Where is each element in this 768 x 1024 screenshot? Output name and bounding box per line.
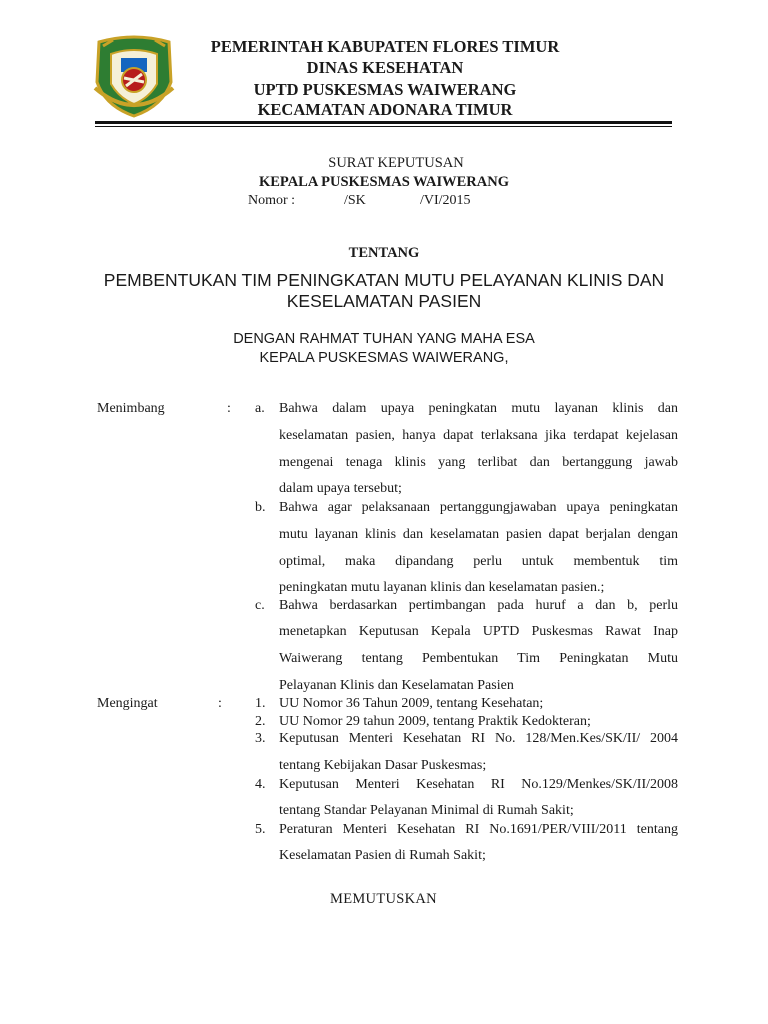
decree-title: SURAT KEPUTUSAN — [328, 155, 464, 171]
nomor-sk: /SK — [344, 193, 366, 208]
regency-coat-of-arms-icon — [91, 32, 177, 118]
menimbang-marker-a: a. — [255, 401, 265, 416]
mengingat-marker-1: 1. — [255, 696, 266, 711]
letterhead-district: KECAMATAN ADONARA TIMUR — [257, 100, 513, 119]
menimbang-b-line: optimal, maka dipandang perlu untuk membentuk tim — [279, 554, 678, 569]
mengingat-marker-2: 2. — [255, 714, 266, 729]
nomor-date: /VI/2015 — [420, 193, 471, 208]
letterhead-rule-thin — [95, 126, 672, 127]
mengingat-5-line: Keselamatan Pasien di Rumah Sakit; — [279, 848, 486, 863]
decree-subject-line-1: PEMBENTUKAN TIM PENINGKATAN MUTU PELAYANAN KLINIS DAN — [103, 270, 665, 290]
nomor-label: Nomor : — [248, 193, 296, 208]
mengingat-2-line: UU Nomor 29 tahun 2009, tentang Praktik Kedokteran; — [279, 714, 591, 729]
menimbang-marker-b: b. — [255, 500, 266, 515]
mengingat-5-line: Peraturan Menteri Kesehatan RI No.1691/PER/VIII/2011 tentang — [279, 822, 678, 837]
mengingat-marker-3: 3. — [255, 731, 266, 746]
memutuskan-heading: MEMUTUSKAN — [330, 891, 437, 907]
menimbang-a-line: dalam upaya tersebut; — [279, 481, 402, 496]
mengingat-label: Mengingat — [97, 696, 158, 711]
menimbang-c-line: Bahwa berdasarkan pertimbangan pada huruf a dan b, perlu — [279, 598, 678, 613]
menimbang-label: Menimbang — [97, 401, 165, 416]
menimbang-a-line: Bahwa dalam upaya peningkatan mutu layanan klinis dan — [279, 401, 678, 416]
menimbang-c-line: Waiwerang tentang Pembentukan Tim Peningkatan Mutu — [279, 651, 678, 666]
menimbang-b-line: peningkatan mutu layanan klinis dan keselamatan pasien.; — [279, 580, 605, 595]
invocation-line-1: DENGAN RAHMAT TUHAN YANG MAHA ESA — [233, 331, 535, 347]
menimbang-b-line: Bahwa agar pelaksanaan pertanggungjawaban upaya peningkatan — [279, 500, 678, 515]
letterhead-rule-thick — [95, 121, 672, 124]
mengingat-4-line: tentang Standar Pelayanan Minimal di Rumah Sakit; — [279, 803, 574, 818]
mengingat-4-line: Keputusan Menteri Kesehatan RI No.129/Menkes/SK/II/2008 — [279, 777, 678, 792]
tentang-heading: TENTANG — [348, 245, 420, 261]
menimbang-a-line: mengenai tenaga klinis yang terlibat dan bertanggung jawab — [279, 455, 678, 470]
mengingat-marker-5: 5. — [255, 822, 266, 837]
mengingat-3-line: Keputusan Menteri Kesehatan RI No. 128/Men.Kes/SK/II/ 2004 — [279, 731, 678, 746]
decree-subject-line-2: KESELAMATAN PASIEN — [286, 291, 482, 311]
menimbang-a-line: keselamatan pasien, hanya dapat terlaksana jika terdapat kejelasan — [279, 428, 678, 443]
mengingat-marker-4: 4. — [255, 777, 266, 792]
menimbang-c-line: Pelayanan Klinis dan Keselamatan Pasien — [279, 678, 514, 693]
letterhead-office: DINAS KESEHATAN — [306, 58, 464, 77]
menimbang-colon: : — [227, 401, 231, 416]
menimbang-b-line: mutu layanan klinis dan keselamatan pasien dapat berjalan dengan — [279, 527, 678, 542]
mengingat-3-line: tentang Kebijakan Dasar Puskesmas; — [279, 758, 487, 773]
invocation-line-2: KEPALA PUSKESMAS WAIWERANG, — [259, 350, 509, 366]
mengingat-colon: : — [218, 696, 222, 711]
letterhead-government: PEMERINTAH KABUPATEN FLORES TIMUR — [210, 37, 560, 56]
mengingat-1-line: UU Nomor 36 Tahun 2009, tentang Kesehatan; — [279, 696, 544, 711]
letterhead-unit: UPTD PUSKESMAS WAIWERANG — [253, 80, 517, 99]
menimbang-c-line: menetapkan Keputusan Kepala UPTD Puskesmas Rawat Inap — [279, 624, 678, 639]
decree-subtitle: KEPALA PUSKESMAS WAIWERANG — [258, 174, 510, 190]
menimbang-marker-c: c. — [255, 598, 265, 613]
